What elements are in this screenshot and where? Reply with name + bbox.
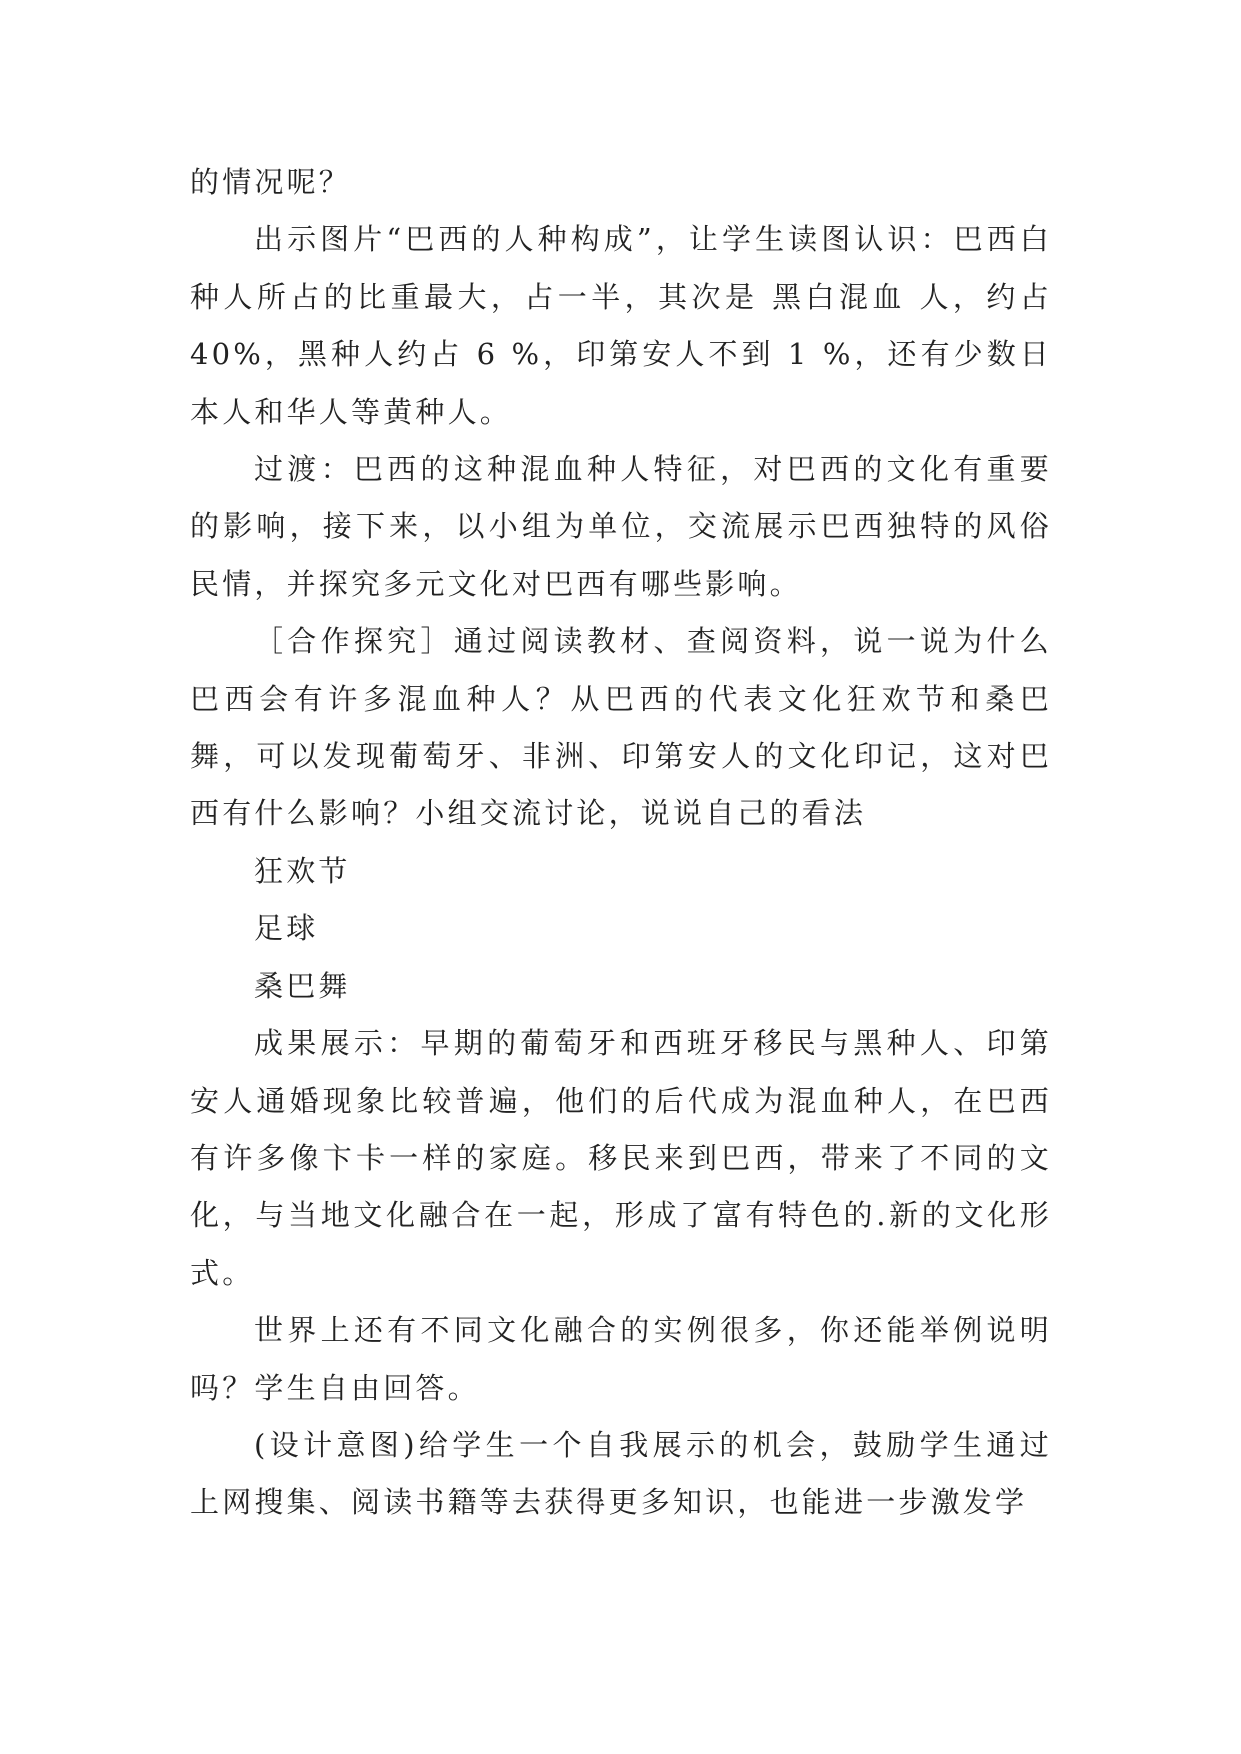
paragraph-continuation: 的情况呢？ [190, 165, 352, 199]
paragraph-cultural-fusion-question: 世界上还有不同文化融合的实例很多，你还能举例说明吗？学生自由回答。 [190, 1313, 1052, 1405]
document-body [190, 154, 1052, 1532]
list-item-football: 足球 [254, 911, 319, 946]
list-item-samba: 桑巴舞 [254, 968, 351, 1003]
paragraph-results-display: 成果展示：早期的葡萄牙和西班牙移民与黑种人、印第安人通婚现象比较普遍，他们的后代成为混血种人，在巴西有许多像卞卡一样的家庭。移民来到巴西，带来了不同的文化，与当地文化融合在一起，形成了富有特色的.新的文化形式。 [190, 1026, 1052, 1290]
paragraph-cooperative-inquiry: ［合作探究］通过阅读教材、查阅资料，说一说为什么巴西会有许多混血种人？从巴西的代表文化狂欢节和桑巴舞，可以发现葡萄牙、非洲、印第安人的文化印记，这对巴西有什么影响？小组交流讨论，说说自己的看法 [190, 624, 1052, 831]
paragraph-design-intent: (设计意图)给学生一个自我展示的机会，鼓励学生通过上网搜集、阅读书籍等去获得更多知识，也能进一步激发学 [190, 1427, 1052, 1520]
paragraph-transition: 过渡：巴西的这种混血种人特征，对巴西的文化有重要的影响，接下来，以小组为单位，交流展示巴西独特的风俗民情，并探究多元文化对巴西有哪些影响。 [190, 452, 1052, 601]
paragraph-brazil-race-composition: 出示图片“巴西的人种构成”，让学生读图认识：巴西白 种人所占的比重最大，占一半，其次是 黑白混血 人，约占40%，黑种人约占 6 %，印第安人不到 1 %，还有少数日本人和华人等黄种人。 [190, 222, 1052, 429]
list-item-carnival: 狂欢节 [254, 853, 351, 888]
